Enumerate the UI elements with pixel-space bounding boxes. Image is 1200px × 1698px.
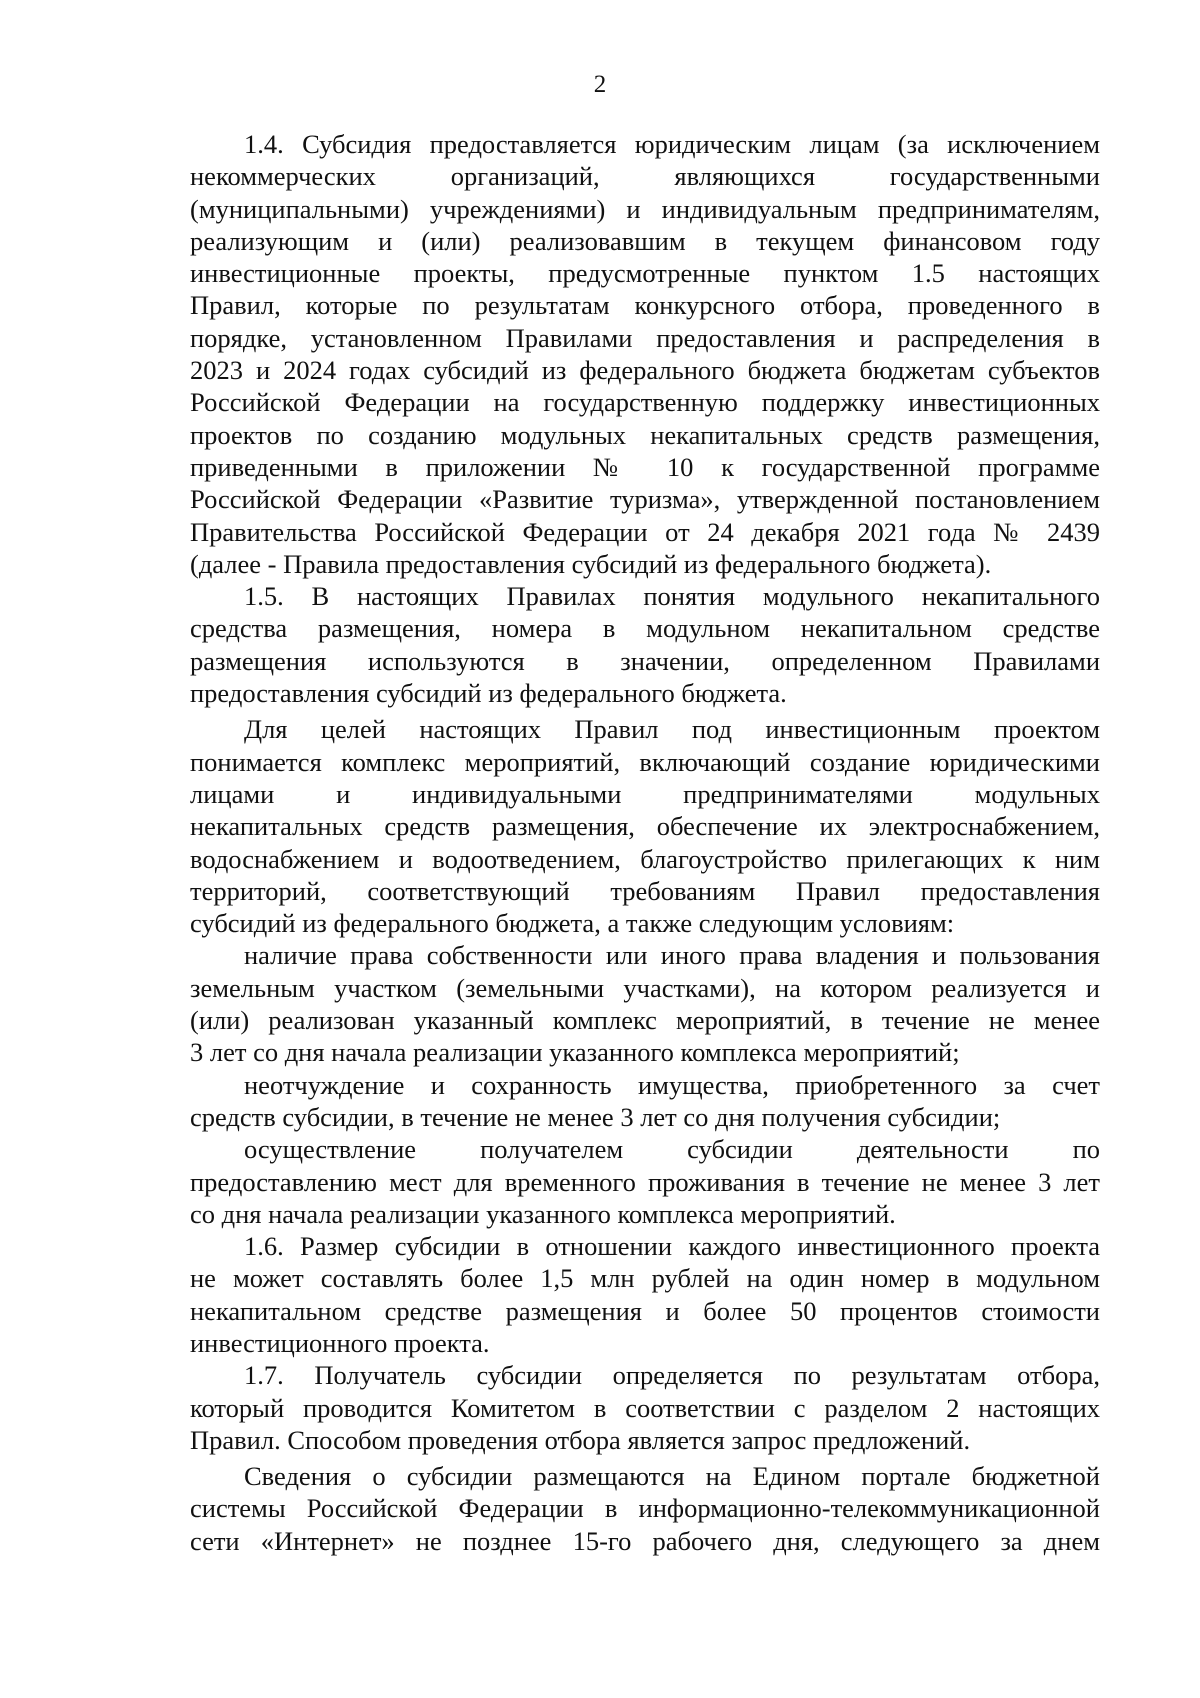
text-line: субсидий из федерального бюджета, а также следующим условиям: [190,908,955,939]
text-line: Для целей настоящих Правил под инвестиционным проектом [244,714,1100,745]
text-line: который проводится Комитетом в соответствии с разделом 2 настоящих [190,1392,1100,1423]
text-line: некоммерческих организаций, являющихся государственными [190,161,1100,192]
text-line: 2023 и 2024 годах субсидий из федерального бюджета бюджетам субъектов [190,355,1100,386]
text-line: размещения используются в значении, определенном Правилами [190,645,1100,676]
text-line: 1.6. Размер субсидии в отношении каждого инвестиционного проекта [244,1231,1100,1262]
text-line: Российской Федерации «Развитие туризма», утвержденной постановлением [190,484,1100,515]
text-line: проектов по созданию модульных некапитальных средств размещения, [190,419,1100,450]
text-line: наличие права собственности или иного права владения и пользования [244,940,1100,971]
text-line: 1.7. Получатель субсидии определяется по результатам отбора, [244,1360,1100,1391]
text-line: (муниципальными) учреждениями) и индивидуальным предпринимателям, [190,193,1100,224]
text-line: некапитальных средств размещения, обеспечение их электроснабжением, [190,811,1100,842]
document-body [190,128,1100,1557]
text-line: средств субсидии, в течение не менее 3 лет со дня получения субсидии; [190,1101,1001,1132]
text-line: системы Российской Федерации в информационно-телекоммуникационной [190,1493,1100,1524]
text-line: со дня начала реализации указанного комплекса мероприятий. [190,1198,896,1229]
text-line: территорий, соответствующий требованиям Правил предоставления [190,875,1100,906]
text-line: предоставлению мест для временного проживания в течение не менее 3 лет [190,1166,1100,1197]
text-line: Сведения о субсидии размещаются на Едином портале бюджетной [244,1461,1100,1492]
page-number: 2 [593,71,607,98]
text-line: 1.5. В настоящих Правилах понятия модульного некапитального [244,581,1100,612]
text-line: неотчуждение и сохранность имущества, приобретенного за счет [244,1069,1100,1100]
text-line: понимается комплекс мероприятий, включающий создание юридическими [190,746,1100,777]
text-line: 3 лет со дня начала реализации указанного комплекса мероприятий; [190,1037,960,1068]
text-line: (далее - Правила предоставления субсидий из федерального бюджета). [190,548,992,579]
text-line: земельным участком (земельными участками), на котором реализуется и [190,972,1100,1003]
text-line: инвестиционные проекты, предусмотренные пунктом 1.5 настоящих [190,258,1100,289]
text-line: порядке, установленном Правилами предоставления и распределения в [190,322,1100,353]
text-line: лицами и индивидуальными предпринимателями модульных [190,778,1100,809]
text-line: реализующим и (или) реализовавшим в текущем финансовом году [190,225,1100,256]
text-line: водоснабжением и водоотведением, благоустройство прилегающих к ним [190,843,1100,874]
text-line: приведенными в приложении № 10 к государственной программе [190,451,1100,482]
text-line: 1.4. Субсидия предоставляется юридическим лицам (за исключением [244,129,1100,159]
text-line: инвестиционного проекта. [190,1327,490,1358]
text-line: сети «Интернет» не позднее 15-го рабочего дня, следующего за днем [190,1525,1100,1556]
text-line: Российской Федерации на государственную поддержку инвестиционных [190,387,1100,418]
text-line: средства размещения, номера в модульном некапитальном средстве [190,613,1100,644]
text-line: Правил. Способом проведения отбора является запрос предложений. [190,1424,971,1455]
text-line: не может составлять более 1,5 млн рублей на один номер в модульном [190,1263,1100,1294]
text-line: осуществление получателем субсидии деятельности по [244,1134,1100,1165]
text-line: предоставления субсидий из федерального бюджета. [190,678,787,709]
text-line: Правил, которые по результатам конкурсного отбора, проведенного в [190,290,1100,321]
text-line: (или) реализован указанный комплекс мероприятий, в течение не менее [190,1005,1100,1036]
text-line: некапитальном средстве размещения и более 50 процентов стоимости [190,1295,1100,1326]
text-line: Правительства Российской Федерации от 24 декабря 2021 года № 2439 [190,516,1100,547]
